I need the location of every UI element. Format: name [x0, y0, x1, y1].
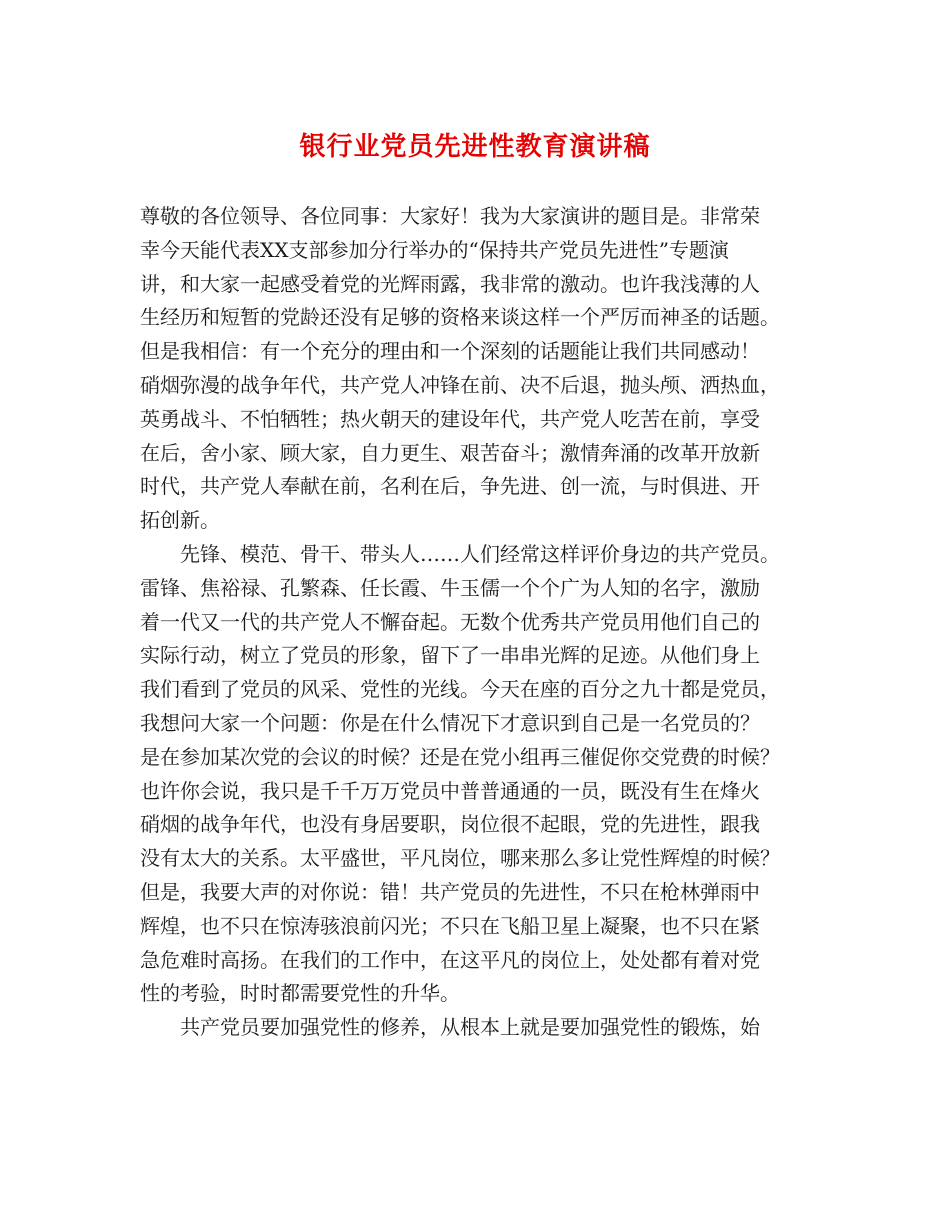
- body-text-line: 但是，我要大声的对你说：错！共产党员的先进性，不只在枪林弹雨中: [140, 879, 760, 904]
- body-text-line: 急危难时高扬。在我们的工作中，在这平凡的岗位上，处处都有着对党: [140, 947, 760, 972]
- body-text-line: 没有太大的关系。太平盛世，平凡岗位，哪来那么多让党性辉煌的时候？: [140, 846, 780, 871]
- body-text-line: 着一代又一代的共产党人不懈奋起。无数个优秀共产党员用他们自己的: [140, 609, 760, 634]
- body-text-line: 是在参加某次党的会议的时候？还是在党小组再三催促你交党费的时候？: [140, 744, 780, 769]
- body-text-line: 硝烟的战争年代，也没有身居要职，岗位很不起眼，党的先进性，跟我: [140, 812, 760, 837]
- body-text-line: 实际行动，树立了党员的形象，留下了一串串光辉的足迹。从他们身上: [140, 643, 760, 668]
- body-text-line: 幸今天能代表XX支部参加分行举办的“保持共产党员先进性”专题演: [140, 237, 729, 262]
- body-text-line: 英勇战斗、不怕牺牲；热火朝天的建设年代，共产党人吃苦在前，享受: [140, 406, 760, 431]
- body-text-line: 但是我相信：有一个充分的理由和一个深刻的话题能让我们共同感动！: [140, 339, 760, 364]
- body-text-line: 时代，共产党人奉献在前，名利在后，争先进、创一流，与时俱进、开: [140, 474, 760, 499]
- document-title: 银行业党员先进性教育演讲稿: [299, 132, 651, 162]
- body-text-line: 硝烟弥漫的战争年代，共产党人冲锋在前、决不后退，抛头颅、洒热血，: [140, 372, 780, 397]
- body-text-line: 辉煌，也不只在惊涛骇浪前闪光；不只在飞船卫星上凝聚，也不只在紧: [140, 913, 760, 938]
- body-text-line: 我想问大家一个问题：你是在什么情况下才意识到自己是一名党员的？: [140, 710, 760, 735]
- document-body: [140, 200, 820, 1045]
- body-text-line: 共产党员要加强党性的修养，从根本上就是要加强党性的锻炼，始: [180, 1015, 760, 1040]
- body-text-line: 拓创新。: [140, 508, 220, 533]
- body-text-line: 生经历和短暂的党龄还没有足够的资格来谈这样一个严厉而神圣的话题。: [140, 305, 780, 330]
- body-text-line: 尊敬的各位领导、各位同事：大家好！我为大家演讲的题目是。非常荣: [140, 204, 760, 228]
- body-text-line: 讲，和大家一起感受着党的光辉雨露，我非常的激动。也许我浅薄的人: [140, 271, 760, 296]
- body-text-line: 我们看到了党员的风采、党性的光线。今天在座的百分之九十都是党员，: [140, 677, 780, 702]
- body-text-line: 雷锋、焦裕禄、孔繁森、任长霞、牛玉儒一个个广为人知的名字，激励: [140, 575, 760, 600]
- body-text-line: 先锋、模范、骨干、带头人……人们经常这样评价身边的共产党员。: [180, 541, 780, 566]
- body-text-line: 也许你会说，我只是千千万万党员中普普通通的一员，既没有生在烽火: [140, 778, 760, 803]
- body-text-line: 在后，舍小家、顾大家，自力更生、艰苦奋斗；激情奔涌的改革开放新: [140, 440, 760, 465]
- body-text-line: 性的考验，时时都需要党性的升华。: [140, 981, 460, 1006]
